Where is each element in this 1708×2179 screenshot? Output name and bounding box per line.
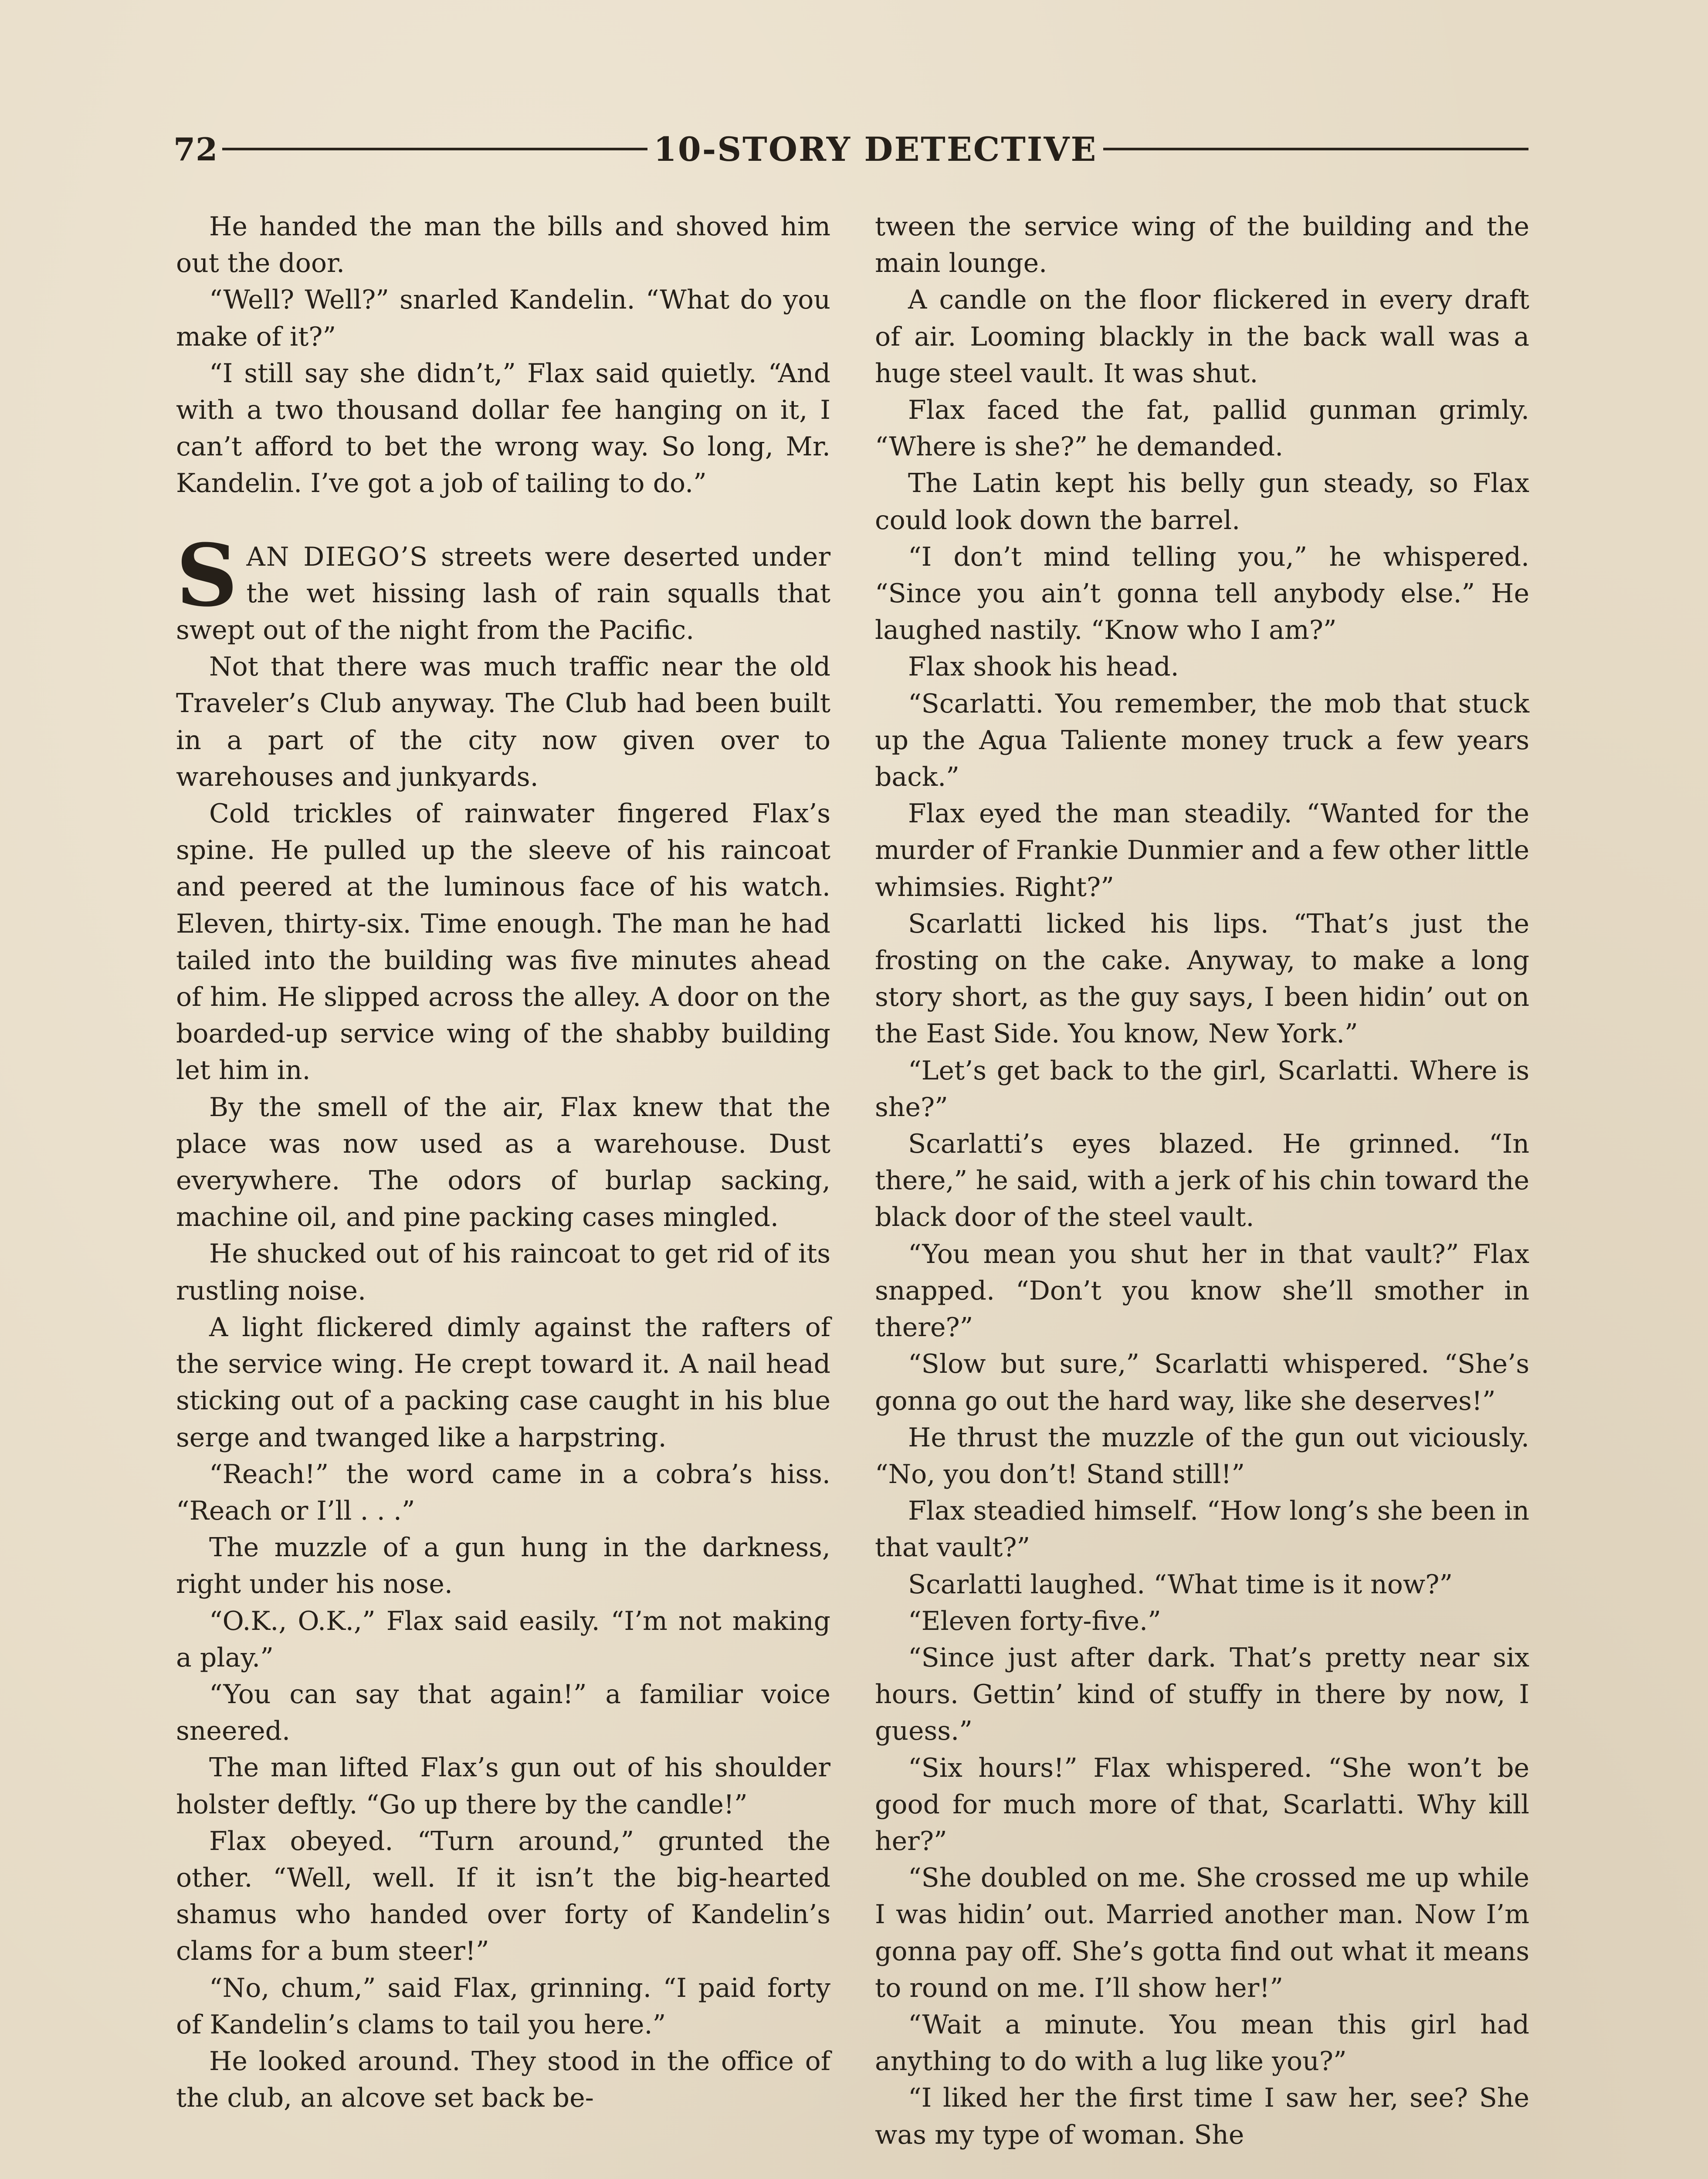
magazine-title: 10-STORY DETECTIVE [653,129,1098,169]
paragraph: “You can say that again!” a familiar voice sneered. [176,1679,830,1747]
page-header [173,127,1528,171]
paragraph: The Latin kept his belly gun steady, so Flax could look down the barrel. [875,468,1529,536]
paragraph: He shucked out of his raincoat to get rid of its rustling noise. [176,1239,830,1306]
paragraph: “She doubled on me. She crossed me up while I was hidin’ out. Married another man. Now I’m gonna pay off. She’s gotta find out what it means to round on me. I’ll show her!” [875,1863,1529,2003]
drop-cap: S [176,525,237,626]
paragraph: “Reach!” the word came in a cobra’s hiss. “Reach or I’ll . . .” [176,1459,830,1526]
paragraph: “I don’t mind telling you,” he whispered. “Since you ain’t gonna tell anybody else.” He laughed nastily. “Know who I am?” [875,541,1529,646]
paragraph: A light flickered dimly against the rafters of the service wing. He crept toward it. A nail head sticking out of a packing case caught in his blue serge and twanged like a harpstring. [176,1312,830,1453]
paragraph: He thrust the muzzle of the gun out viciously. “No, you don’t! Stand still!” [875,1422,1529,1490]
paragraph: “Since just after dark. That’s pretty near six hours. Gettin’ kind of stuffy in there by now, I guess.” [875,1642,1529,1747]
paragraph-continued: tween the service wing of the building and the main lounge. [875,211,1529,279]
paragraph: Flax shook his head. [908,652,1179,682]
paragraph: Flax eyed the man steadily. “Wanted for the murder of Frankie Dunmier and a few other little whimsies. Right?” [875,798,1529,903]
paragraph: Scarlatti licked his lips. “That’s just the frosting on the cake. Anyway, to make a long story short, as the guy says, I been hidin’ out on the East Side. You know, New York.” [875,908,1529,1049]
section-opening-text: streets were deserted under the wet hissing lash of rain squalls that swept out of the night from the Pacific. [176,541,830,646]
paragraph: “You mean you shut her in that vault?” Flax snapped. “Don’t you know she’ll smother in there?” [875,1239,1529,1343]
paragraph: “Well? Well?” snarled Kandelin. “What do you make of it?” [176,285,830,352]
paragraph: He looked around. They stood in the office of the club, an alcove set back be- [176,2046,830,2114]
paragraph: By the smell of the air, Flax knew that the place was now used as a warehouse. Dust everywhere. The odors of burlap sacking, machine oil, and pine packing cases mingled. [176,1092,830,1233]
paragraph: “Six hours!” Flax whispered. “She won’t be good for much more of that, Scarlatti. Why kill her?” [875,1752,1529,1857]
paragraph: He handed the man the bills and shoved him out the door. [176,211,830,279]
header-rule-right [1103,148,1528,150]
paragraph: Scarlatti’s eyes blazed. He grinned. “In there,” he said, with a jerk of his chin toward the black door of the steel vault. [875,1129,1529,1233]
paragraph: “Scarlatti. You remember, the mob that stuck up the Agua Taliente money truck a few years back.” [875,688,1529,793]
paragraph: Not that there was much traffic near the old Traveler’s Club anyway. The Club had been built in a part of the city now given over to warehouses and junkyards. [176,652,830,792]
paragraph: “No, chum,” said Flax, grinning. “I paid forty of Kandelin’s clams to tail you here.” [176,1972,830,2040]
left-column [176,208,830,2179]
right-column [875,208,1529,2179]
paragraph: “I still say she didn’t,” Flax said quietly. “And with a two thousand dollar fee hanging on it, I can’t afford to bet the wrong way. So long, Mr. Kandelin. I’ve got a job of tailing to do.” [176,358,830,499]
paragraph: Flax obeyed. “Turn around,” grunted the other. “Well, well. If it isn’t the big-hearted shamus who handed over forty of Kandelin’s clams for a bum steer!” [176,1826,830,1967]
paragraph: The muzzle of a gun hung in the darkness, right under his nose. [176,1532,830,1600]
section-opening-caps: AN DIEGO’S [246,541,429,572]
section-opening-paragraph [176,525,830,649]
paragraph: “Wait a minute. You mean this girl had anything to do with a lug like you?” [875,2009,1529,2077]
paragraph: “O.K., O.K.,” Flax said easily. “I’m not making a play.” [176,1605,830,1673]
paragraph: “Let’s get back to the girl, Scarlatti. Where is she?” [875,1055,1529,1123]
paragraph: “Eleven forty-five.” [908,1605,1161,1636]
paragraph: Cold trickles of rainwater fingered Flax’s spine. He pulled up the sleeve of his raincoat and peered at the luminous face of his watch. Eleven, thirty-six. Time enough. The man he had tailed into the building was five minutes ahead of him. He slipped across the alley. A door on the boarded-up service wing of the shabby building let him in. [176,798,830,1086]
paragraph: “Slow but sure,” Scarlatti whispered. “She’s gonna go out the hard way, like she deserves!” [875,1349,1529,1416]
paragraph: “I liked her the first time I saw her, see? She was my type of woman. She [875,2083,1529,2150]
page-number: 72 [173,130,218,168]
paragraph: A candle on the floor flickered in every draft of air. Looming blackly in the back wall was a huge steel vault. It was shut. [875,285,1529,389]
paragraph: Scarlatti laughed. “What time is it now?” [908,1569,1453,1600]
paragraph: Flax steadied himself. “How long’s she been in that vault?” [875,1496,1529,1563]
header-rule-left [222,148,647,150]
paragraph: Flax faced the fat, pallid gunman grimly. “Where is she?” he demanded. [875,395,1529,462]
paragraph: The man lifted Flax’s gun out of his shoulder holster deftly. “Go up there by the candle!” [176,1752,830,1820]
